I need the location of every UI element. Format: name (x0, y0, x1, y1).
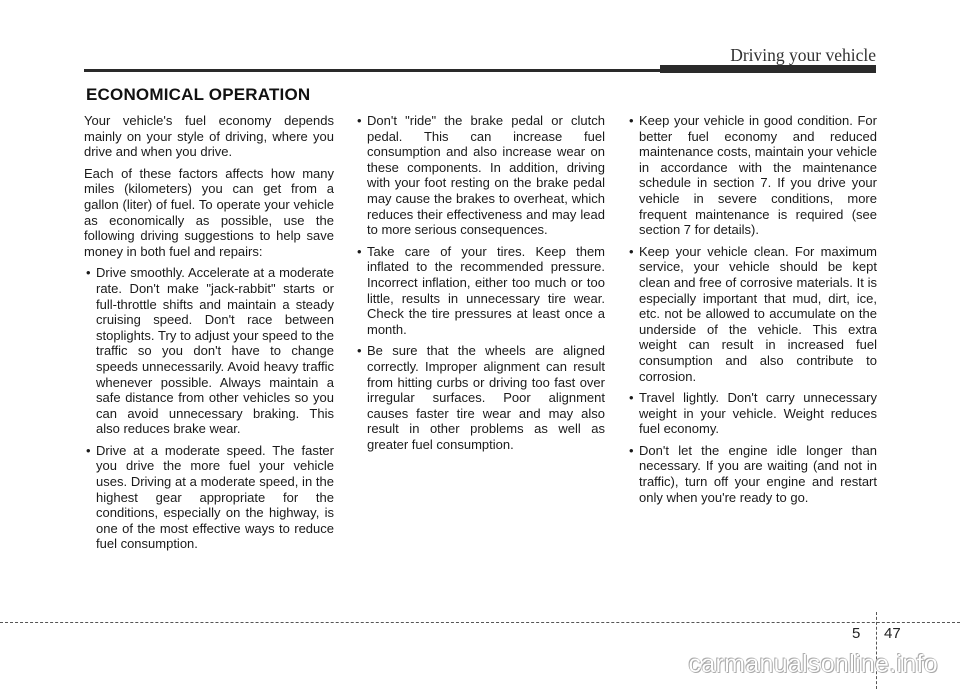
text-column-2 (355, 113, 605, 458)
list-item: • Keep your vehicle clean. For maximum service, your vehicle should be kept clean and free of corrosive materials. It is especially important that mud, dirt, ice, etc. not be allowed to accumulate on the underside of the vehicle. This extra weight can result in increased fuel consumption and also contribute to corrosion. (627, 244, 877, 384)
list-item: • Don't let the engine idle longer than necessary. If you are waiting (and not in traffic), turn off your engine and restart only when you're ready to go. (627, 443, 877, 505)
footer-rule (0, 622, 960, 623)
page-number: 47 (884, 625, 901, 642)
paragraph: Each of these factors affects how many miles (kilometers) you can get from a gallon (liter) of fuel. To operate your vehicle as economically as possible, use the following driving suggestions to help save money in both fuel and repairs: (84, 165, 334, 259)
list-item: • Be sure that the wheels are aligned correctly. Improper alignment can result from hitting curbs or driving too fast over irregular surfaces. Poor alignment causes faster tire wear and may also result in other problems as well as greater fuel consumption. (355, 343, 605, 452)
bullet-list (355, 113, 605, 452)
text-column-3 (627, 113, 877, 511)
list-item: • Drive smoothly. Accelerate at a moderate rate. Don't make "jack-rabbit" starts or full-throttle shifts and maintain a steady cruising speed. Don't race between stoplights. Try to adjust your speed to the traffic so you don't have to change speeds unnecessarily. Avoid heavy traffic whenever possible. Always maintain a safe distance from other vehicles so you can avoid unnecessary braking. This also reduces brake wear. (84, 265, 334, 437)
list-item: • Don't "ride" the brake pedal or clutch pedal. This can increase fuel consumption and also increase wear on these components. In addition, driving with your foot resting on the brake pedal may cause the brakes to overheat, which reduces their effectiveness and may lead to more serious consequences. (355, 113, 605, 238)
watermark: carmanualsonline.info (688, 650, 938, 678)
chapter-number: 5 (852, 625, 861, 642)
paragraph: Your vehicle's fuel economy depends mainly on your style of driving, where you drive and when you drive. (84, 113, 334, 160)
list-item: • Drive at a moderate speed. The faster you drive the more fuel your vehicle uses. Driving at a moderate speed, in the highest gear appropriate for the conditions, especially on the highway, is one of the most effective ways to reduce fuel consumption. (84, 443, 334, 552)
text-column-1 (84, 113, 334, 558)
header-rule (84, 69, 660, 72)
list-item: • Take care of your tires. Keep them inflated to the recommended pressure. Incorrect inflation, either too much or too little, results in unnecessary tire wear. Check the tire pressures at least once a month. (355, 244, 605, 338)
bullet-list (84, 265, 334, 552)
list-item: • Keep your vehicle in good condition. For better fuel economy and reduced maintenance costs, maintain your vehicle in accordance with the maintenance schedule in section 7. If you drive your vehicle in severe conditions, more frequent maintenance is required (see section 7 for details). (627, 113, 877, 238)
list-item: • Travel lightly. Don't carry unnecessary weight in your vehicle. Weight reduces fuel economy. (627, 390, 877, 437)
header-title: Driving your vehicle (730, 45, 876, 65)
bullet-list (627, 113, 877, 505)
section-title: ECONOMICAL OPERATION (86, 85, 311, 104)
header-bar (660, 65, 876, 73)
